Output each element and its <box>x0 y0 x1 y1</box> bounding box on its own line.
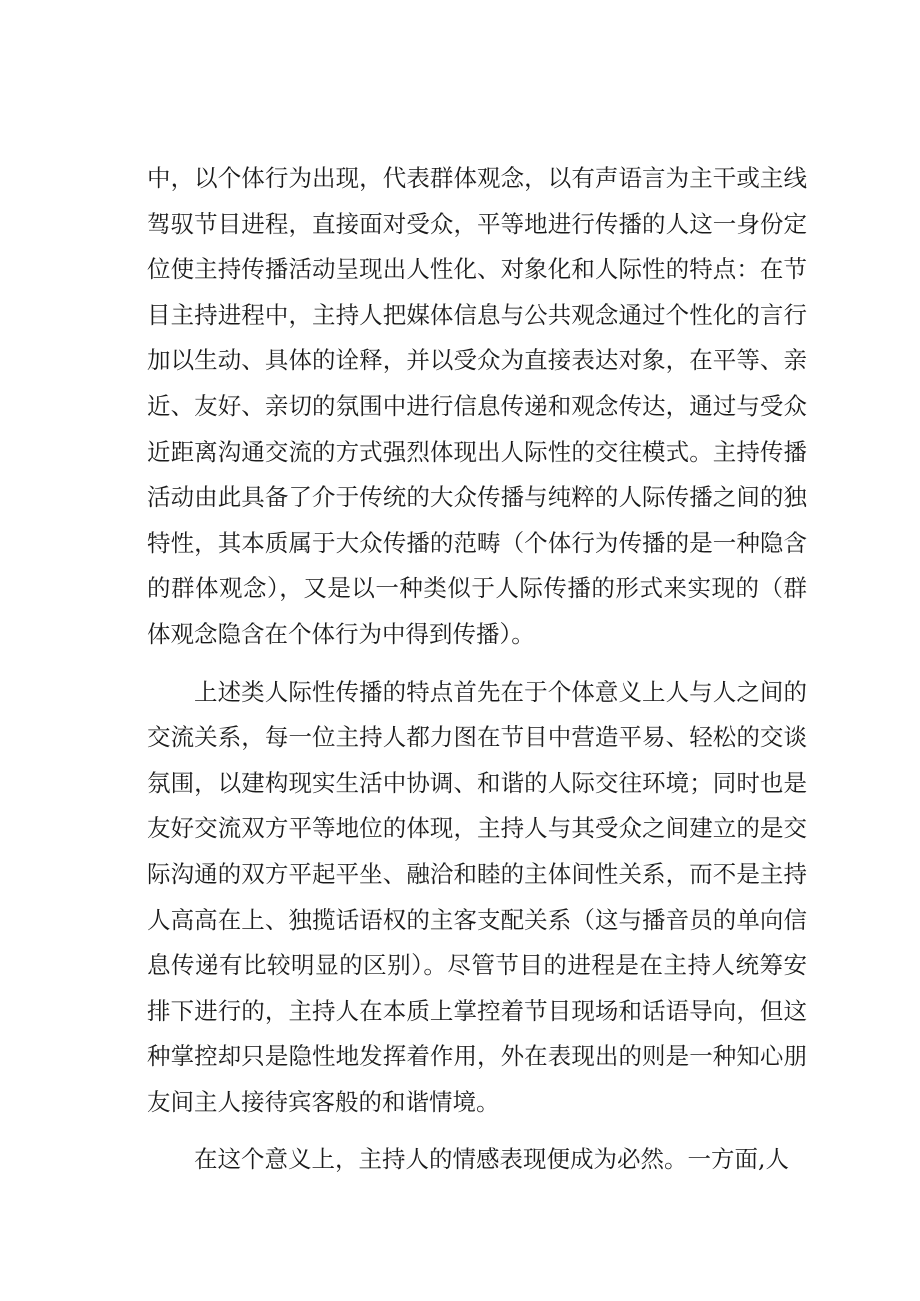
paragraph-1: 中，以个体行为出现，代表群体观念，以有声语言为主干或主线驾驭节目进程，直接面对受众，平等地进行传播的人这一身份定位使主持传播活动呈现出人性化、对象化和人际性的特点：在节目主持进程中，主持人把媒体信息与公共观念通过个性化的言行加以生动、具体的诠释，并以受众为直接表达对象，在平等、亲近、友好、亲切的氛围中进行信息传递和观念传达，通过与受众近距离沟通交流的方式强烈体现出人际性的交往模式。主持传播活动由此具备了介于传统的大众传播与纯粹的人际传播之间的独特性，其本质属于大众传播的范畴（个体行为传播的是一种隐含的群体观念），又是以一种类似于人际传播的形式来实现的（群体观念隐含在个体行为中得到传播）。 <box>147 164 807 648</box>
body-text <box>147 156 807 1195</box>
paragraph-2: 上述类人际性传播的特点首先在于个体意义上人与人之间的交流关系，每一位主持人都力图在节目中营造平易、轻松的交谈氛围，以建构现实生活中协调、和谐的人际交往环境；同时也是友好交流双方平等地位的体现，主持人与其受众之间建立的是交际沟通的双方平起平坐、融洽和睦的主体间性关系，而不是主持人高高在上、独揽话语权的主客支配关系（这与播音员的单向信息传递有比较明显的区别）。尽管节目的进程是在主持人统筹安排下进行的，主持人在本质上掌控着节目现场和话语导向，但这种掌控却只是隐性地发挥着作用，外在表现出的则是一种知心朋友间主人接待宾客般的和谐情境。 <box>147 677 807 1116</box>
paragraph-3: 在这个意义上，主持人的情感表现便成为必然。一方面,人 <box>194 1145 789 1174</box>
